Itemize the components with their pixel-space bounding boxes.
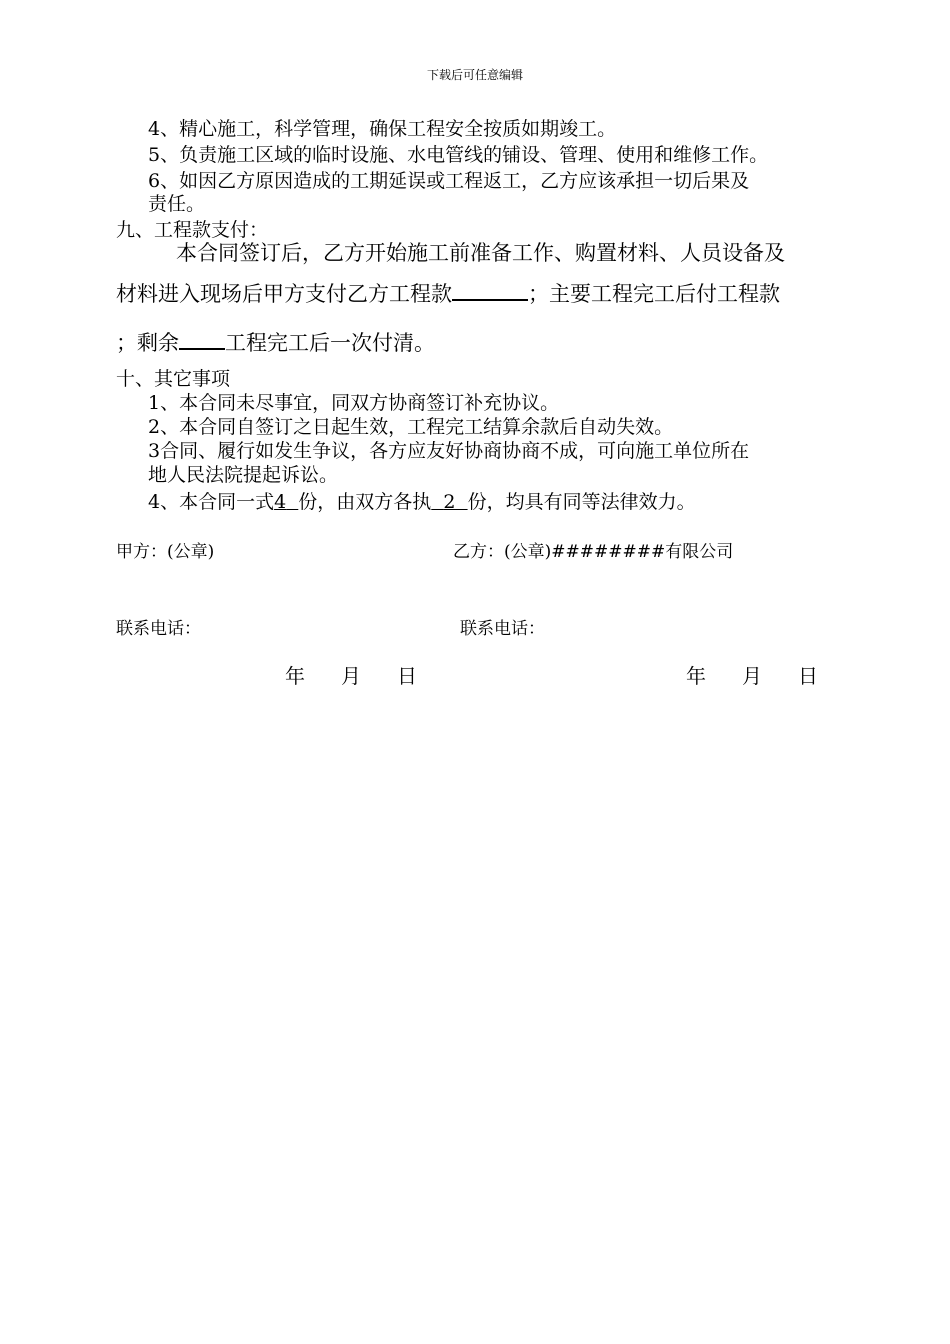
clause-10-item-1: 1、本合同未尽事宜，同双方协商签订补充协议。 — [148, 392, 560, 414]
payment-amount-blank — [452, 279, 528, 301]
clause-8-item-6-cont: 责任。 — [148, 193, 206, 215]
copies-each-value: 2 — [443, 491, 456, 513]
payment-paragraph-line1: 本合同签订后，乙方开始施工前准备工作、购置材料、人员设备及 — [176, 241, 785, 265]
copies-total — [274, 491, 298, 513]
party-b-phone-label: 联系电话： — [460, 619, 545, 639]
party-a-phone-label: 联系电话： — [116, 619, 201, 639]
clause-8-item-4: 4、精心施工，科学管理，确保工程安全按质如期竣工。 — [148, 118, 617, 140]
section-10-heading: 十、其它事项 — [116, 368, 231, 390]
party-a-date-month: 月 — [341, 664, 361, 688]
payment-line2-before: 材料进入现场后甲方支付乙方工程款 — [116, 282, 452, 306]
remaining-amount-blank — [179, 328, 225, 350]
payment-paragraph-line2 — [116, 279, 780, 307]
clause-10-item-2: 2、本合同自签订之日起生效，工程完工结算余款后自动失效。 — [148, 416, 674, 438]
payment-paragraph-line3 — [116, 328, 435, 356]
party-b-date-day: 日 — [798, 664, 818, 688]
clause-8-item-6: 6、如因乙方原因造成的工期延误或工程返工，乙方应该承担一切后果及 — [148, 170, 750, 192]
party-b-date-year: 年 — [686, 664, 706, 688]
party-b-date-month: 月 — [742, 664, 762, 688]
item4-before: 4、本合同一式 — [148, 491, 275, 513]
party-b-seal: 乙方：(公章)########有限公司 — [453, 542, 734, 562]
page-header-note: 下载后可任意编辑 — [426, 68, 523, 82]
item4-mid: 份，由双方各执 — [298, 491, 432, 513]
section-9-heading: 九、工程款支付： — [116, 219, 269, 241]
copies-each — [431, 491, 467, 513]
clause-10-item-3: 3合同、履行如发生争议，各方应友好协商协商不成，可向施工单位所在 — [148, 440, 750, 462]
payment-line3-after: 工程完工后一次付清。 — [225, 331, 435, 355]
payment-line2-after: ；主要工程完工后付工程款 — [528, 282, 780, 306]
party-a-date-year: 年 — [285, 664, 305, 688]
clause-10-item-3-cont: 地人民法院提起诉讼。 — [148, 464, 339, 486]
item4-after: 份，均具有同等法律效力。 — [467, 491, 696, 513]
clause-8-item-5: 5、负责施工区域的临时设施、水电管线的铺设、管理、使用和维修工作。 — [148, 144, 769, 166]
payment-line3-before: ；剩余 — [116, 331, 179, 355]
party-a-date-day: 日 — [397, 664, 417, 688]
party-a-seal: 甲方：(公章) — [116, 542, 215, 562]
clause-10-item-4 — [148, 491, 696, 513]
copies-total-value: 4 — [274, 491, 287, 513]
